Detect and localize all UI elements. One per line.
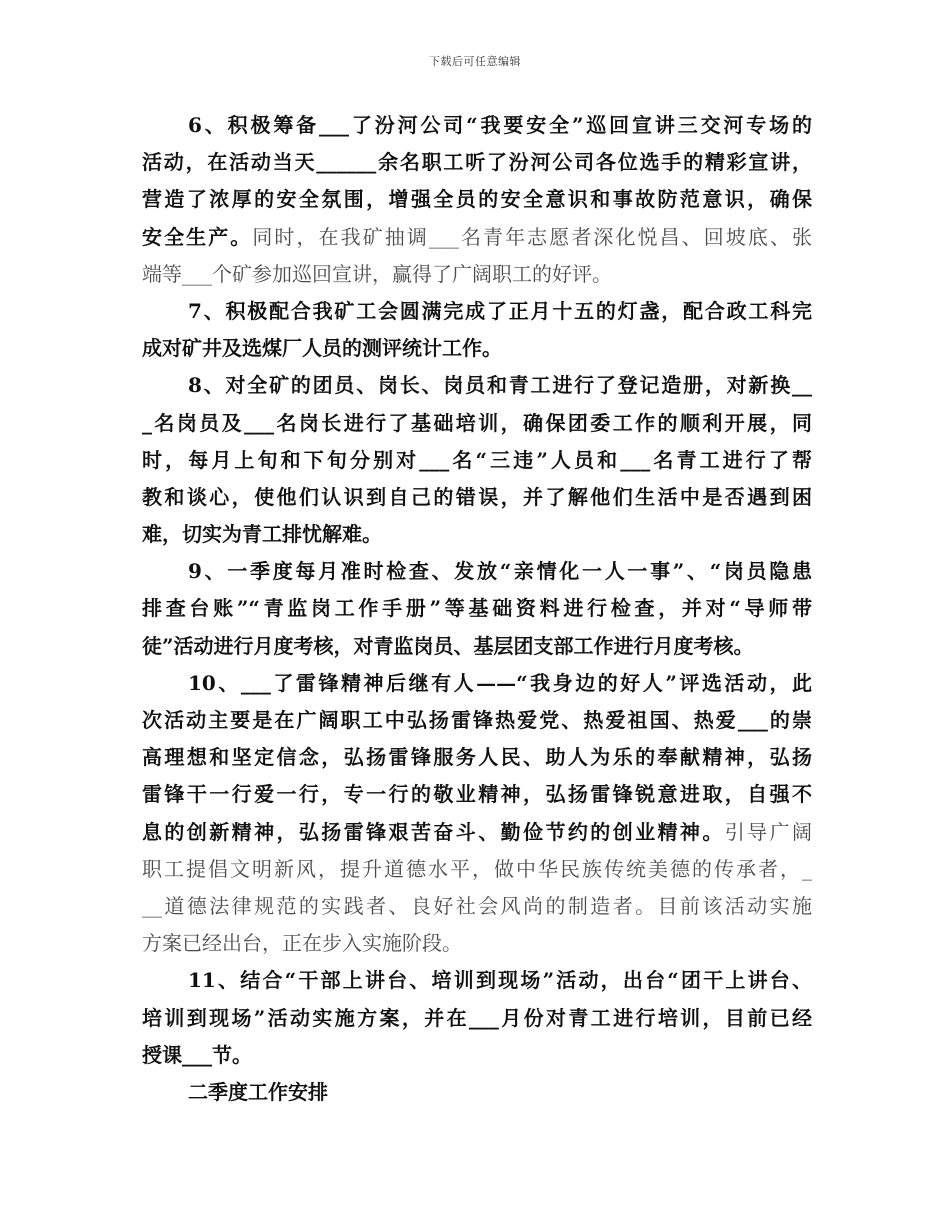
text-segment: __道德法律规范的实践者、良好社会风尚的制造者。目前该活动实施 bbox=[142, 893, 812, 918]
text-segment: 6、积极筹备___了汾河公司“我要安全”巡回宣讲三交河专场的 bbox=[188, 113, 812, 137]
text-segment: 9、一季度每月准时检查、发放“亲情化一人一事”、“岗员隐患 bbox=[188, 559, 812, 584]
text-line bbox=[142, 1000, 812, 1037]
text-segment: 教和谈心，使他们认识到自己的错误，并了解他们生活中是否遇到困 bbox=[142, 484, 812, 509]
text-line bbox=[142, 293, 812, 330]
text-line bbox=[142, 925, 812, 962]
text-segment: 排查台账”“青监岗工作手册”等基础资料进行检查，并对“导师带 bbox=[142, 596, 812, 621]
text-line bbox=[142, 405, 812, 442]
text-segment: 二季度工作安排 bbox=[188, 1079, 328, 1104]
text-line bbox=[142, 516, 812, 553]
text-segment: _名岗员及___名岗长进行了基础培训，确保团委工作的顺利开展，同 bbox=[142, 410, 812, 435]
text-segment: 次活动主要是在广阔职工中弘扬雷锋热爱党、热爱祖国、热爱___的崇 bbox=[142, 708, 812, 732]
text-segment: 11、结合“干部上讲台、培训到现场”活动，出台“团干上讲台、 bbox=[188, 968, 812, 993]
text-segment: 引导广阔 bbox=[724, 819, 813, 844]
text-segment: 时，每月上旬和下旬分别对___名“三违”人员和___名青工进行了帮 bbox=[142, 447, 812, 472]
text-segment: 安全生产。 bbox=[142, 224, 253, 249]
text-line bbox=[142, 628, 812, 665]
text-line bbox=[142, 219, 812, 256]
text-line bbox=[142, 442, 812, 479]
text-segment: 端等___个矿参加巡回宣讲，赢得了广阔职工的好评。 bbox=[142, 261, 612, 286]
text-line bbox=[142, 330, 812, 367]
text-line bbox=[142, 702, 812, 739]
text-line bbox=[142, 851, 812, 888]
text-segment: 活动，在活动当天______余名职工听了汾河公司各位选手的精彩宣讲， bbox=[142, 150, 812, 175]
text-line bbox=[142, 888, 812, 925]
text-line bbox=[142, 367, 812, 404]
text-line bbox=[142, 479, 812, 516]
text-segment: 息的创新精神，弘扬雷锋艰苦奋斗、勤俭节约的创业精神。 bbox=[142, 819, 725, 844]
text-segment: 成对矿井及选煤厂人员的测评统计工作。 bbox=[142, 336, 502, 361]
text-line bbox=[142, 1037, 812, 1074]
text-line bbox=[142, 1074, 812, 1111]
text-line bbox=[142, 553, 812, 590]
text-segment: 授课___节。 bbox=[142, 1042, 252, 1067]
text-segment: 职工提倡文明新风，提升道德水平，做中华民族传统美德的传承者，_ bbox=[142, 856, 812, 881]
page-header: 下载后可任意编辑 bbox=[429, 55, 521, 68]
text-line bbox=[142, 665, 812, 702]
text-segment: 营造了浓厚的安全氛围，增强全员的安全意识和事故防范意识，确保 bbox=[142, 187, 812, 212]
text-line bbox=[142, 590, 812, 627]
text-segment: 徒”活动进行月度考核，对青监岗员、基层团支部工作进行月度考核。 bbox=[142, 633, 754, 658]
text-segment: 高理想和坚定信念，弘扬雷锋服务人民、助人为乐的奉献精神，弘扬 bbox=[142, 745, 812, 770]
text-segment: 10、___了雷锋精神后继有人——“我身边的好人”评选活动，此 bbox=[188, 670, 812, 695]
text-line bbox=[142, 739, 812, 776]
text-line bbox=[142, 107, 812, 144]
text-segment: 7、积极配合我矿工会圆满完成了正月十五的灯盏，配合政工科完 bbox=[188, 298, 812, 323]
text-segment: 同时，在我矿抽调___名青年志愿者深化悦昌、回坡底、张 bbox=[252, 224, 813, 249]
text-line bbox=[142, 144, 812, 181]
text-line bbox=[142, 814, 812, 851]
text-line bbox=[142, 256, 812, 293]
text-segment: 雷锋干一行爱一行，专一行的敬业精神，弘扬雷锋锐意进取，自强不 bbox=[142, 782, 812, 807]
text-line bbox=[142, 962, 812, 999]
text-segment: 8、对全矿的团员、岗长、岗员和青工进行了登记造册，对新换__ bbox=[188, 373, 812, 398]
text-line bbox=[142, 181, 812, 218]
text-segment: 培训到现场”活动实施方案，并在___月份对青工进行培训，目前已经 bbox=[142, 1005, 812, 1030]
text-line bbox=[142, 776, 812, 813]
document-body bbox=[142, 107, 812, 1111]
text-segment: 难，切实为青工排忧解难。 bbox=[142, 522, 382, 547]
text-segment: 方案已经出台，正在步入实施阶段。 bbox=[142, 931, 462, 956]
